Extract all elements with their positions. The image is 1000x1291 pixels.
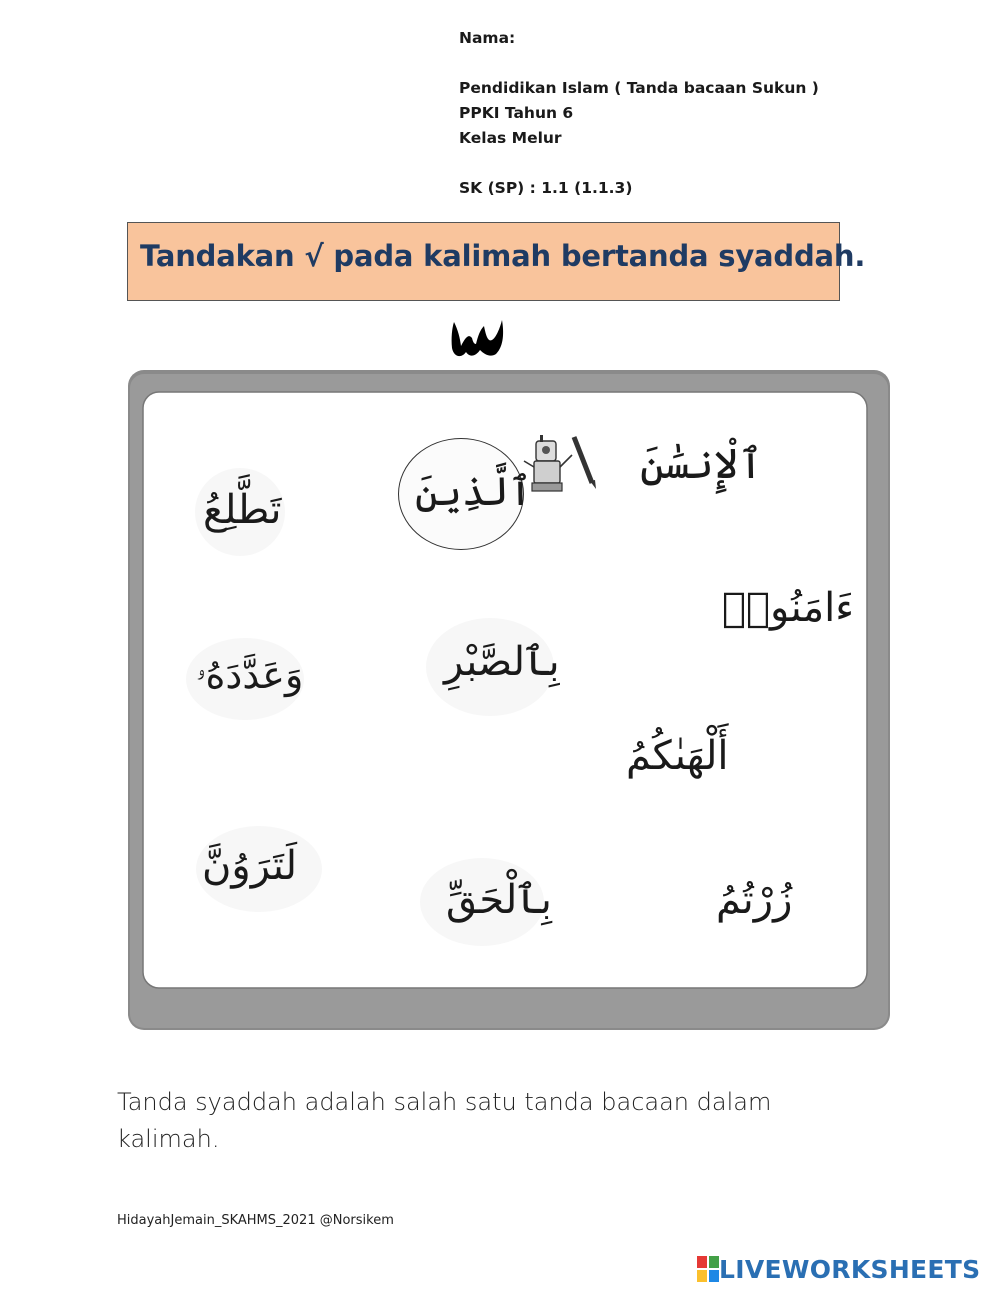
word-bissabri[interactable]: بِٱلصَّبْرِ bbox=[444, 639, 560, 685]
class-name-line: Kelas Melur bbox=[459, 129, 562, 147]
liveworksheets-mark-icon bbox=[697, 1256, 719, 1282]
instruction-banner bbox=[127, 222, 866, 301]
liveworksheets-logo bbox=[697, 1252, 980, 1286]
word-latarawunna[interactable]: لَتَرَوُنَّ bbox=[202, 843, 298, 889]
word-bilhaqqi[interactable]: بِٱلْحَقِّ bbox=[446, 877, 552, 923]
name-label: Nama: bbox=[459, 29, 516, 47]
sk-code-line: SK (SP) : 1.1 (1.1.3) bbox=[459, 179, 633, 197]
footer-credit: HidayahJemain_SKAHMS_2021 @Norsikem bbox=[117, 1213, 394, 1228]
subject-line: Pendidikan Islam ( Tanda bacaan Sukun ) bbox=[459, 79, 819, 97]
brand-name: LIVEWORKSHEETS bbox=[719, 1254, 981, 1284]
worksheet-header bbox=[459, 26, 819, 201]
word-al-insan[interactable]: ٱلْإِنسَٰنَ bbox=[640, 439, 764, 488]
word-alladhina[interactable]: ٱلَّذِينَ bbox=[415, 469, 533, 515]
word-zurtumu[interactable]: زُرْتُمُ bbox=[716, 877, 793, 923]
word-amanu[interactable]: ءَامَنُوا۟ bbox=[722, 585, 855, 631]
word-tatlau[interactable]: تَطَّلِعُ bbox=[203, 487, 282, 533]
shaddah-symbol-icon bbox=[448, 316, 506, 360]
word-waaddadahu[interactable]: وَعَدَّدَهُۥ bbox=[196, 653, 304, 697]
robot-pencil-icon bbox=[522, 433, 602, 495]
word-alhakumu[interactable]: أَلْهَىٰكُمُ bbox=[626, 733, 729, 779]
class-year-line: PPKI Tahun 6 bbox=[459, 104, 574, 122]
caption-text: Tanda syaddah adalah salah satu tanda bacaan dalam kalimah. bbox=[117, 1088, 772, 1153]
instruction-text: Tandakan √ pada kalimah bertanda syaddah. bbox=[140, 239, 866, 273]
